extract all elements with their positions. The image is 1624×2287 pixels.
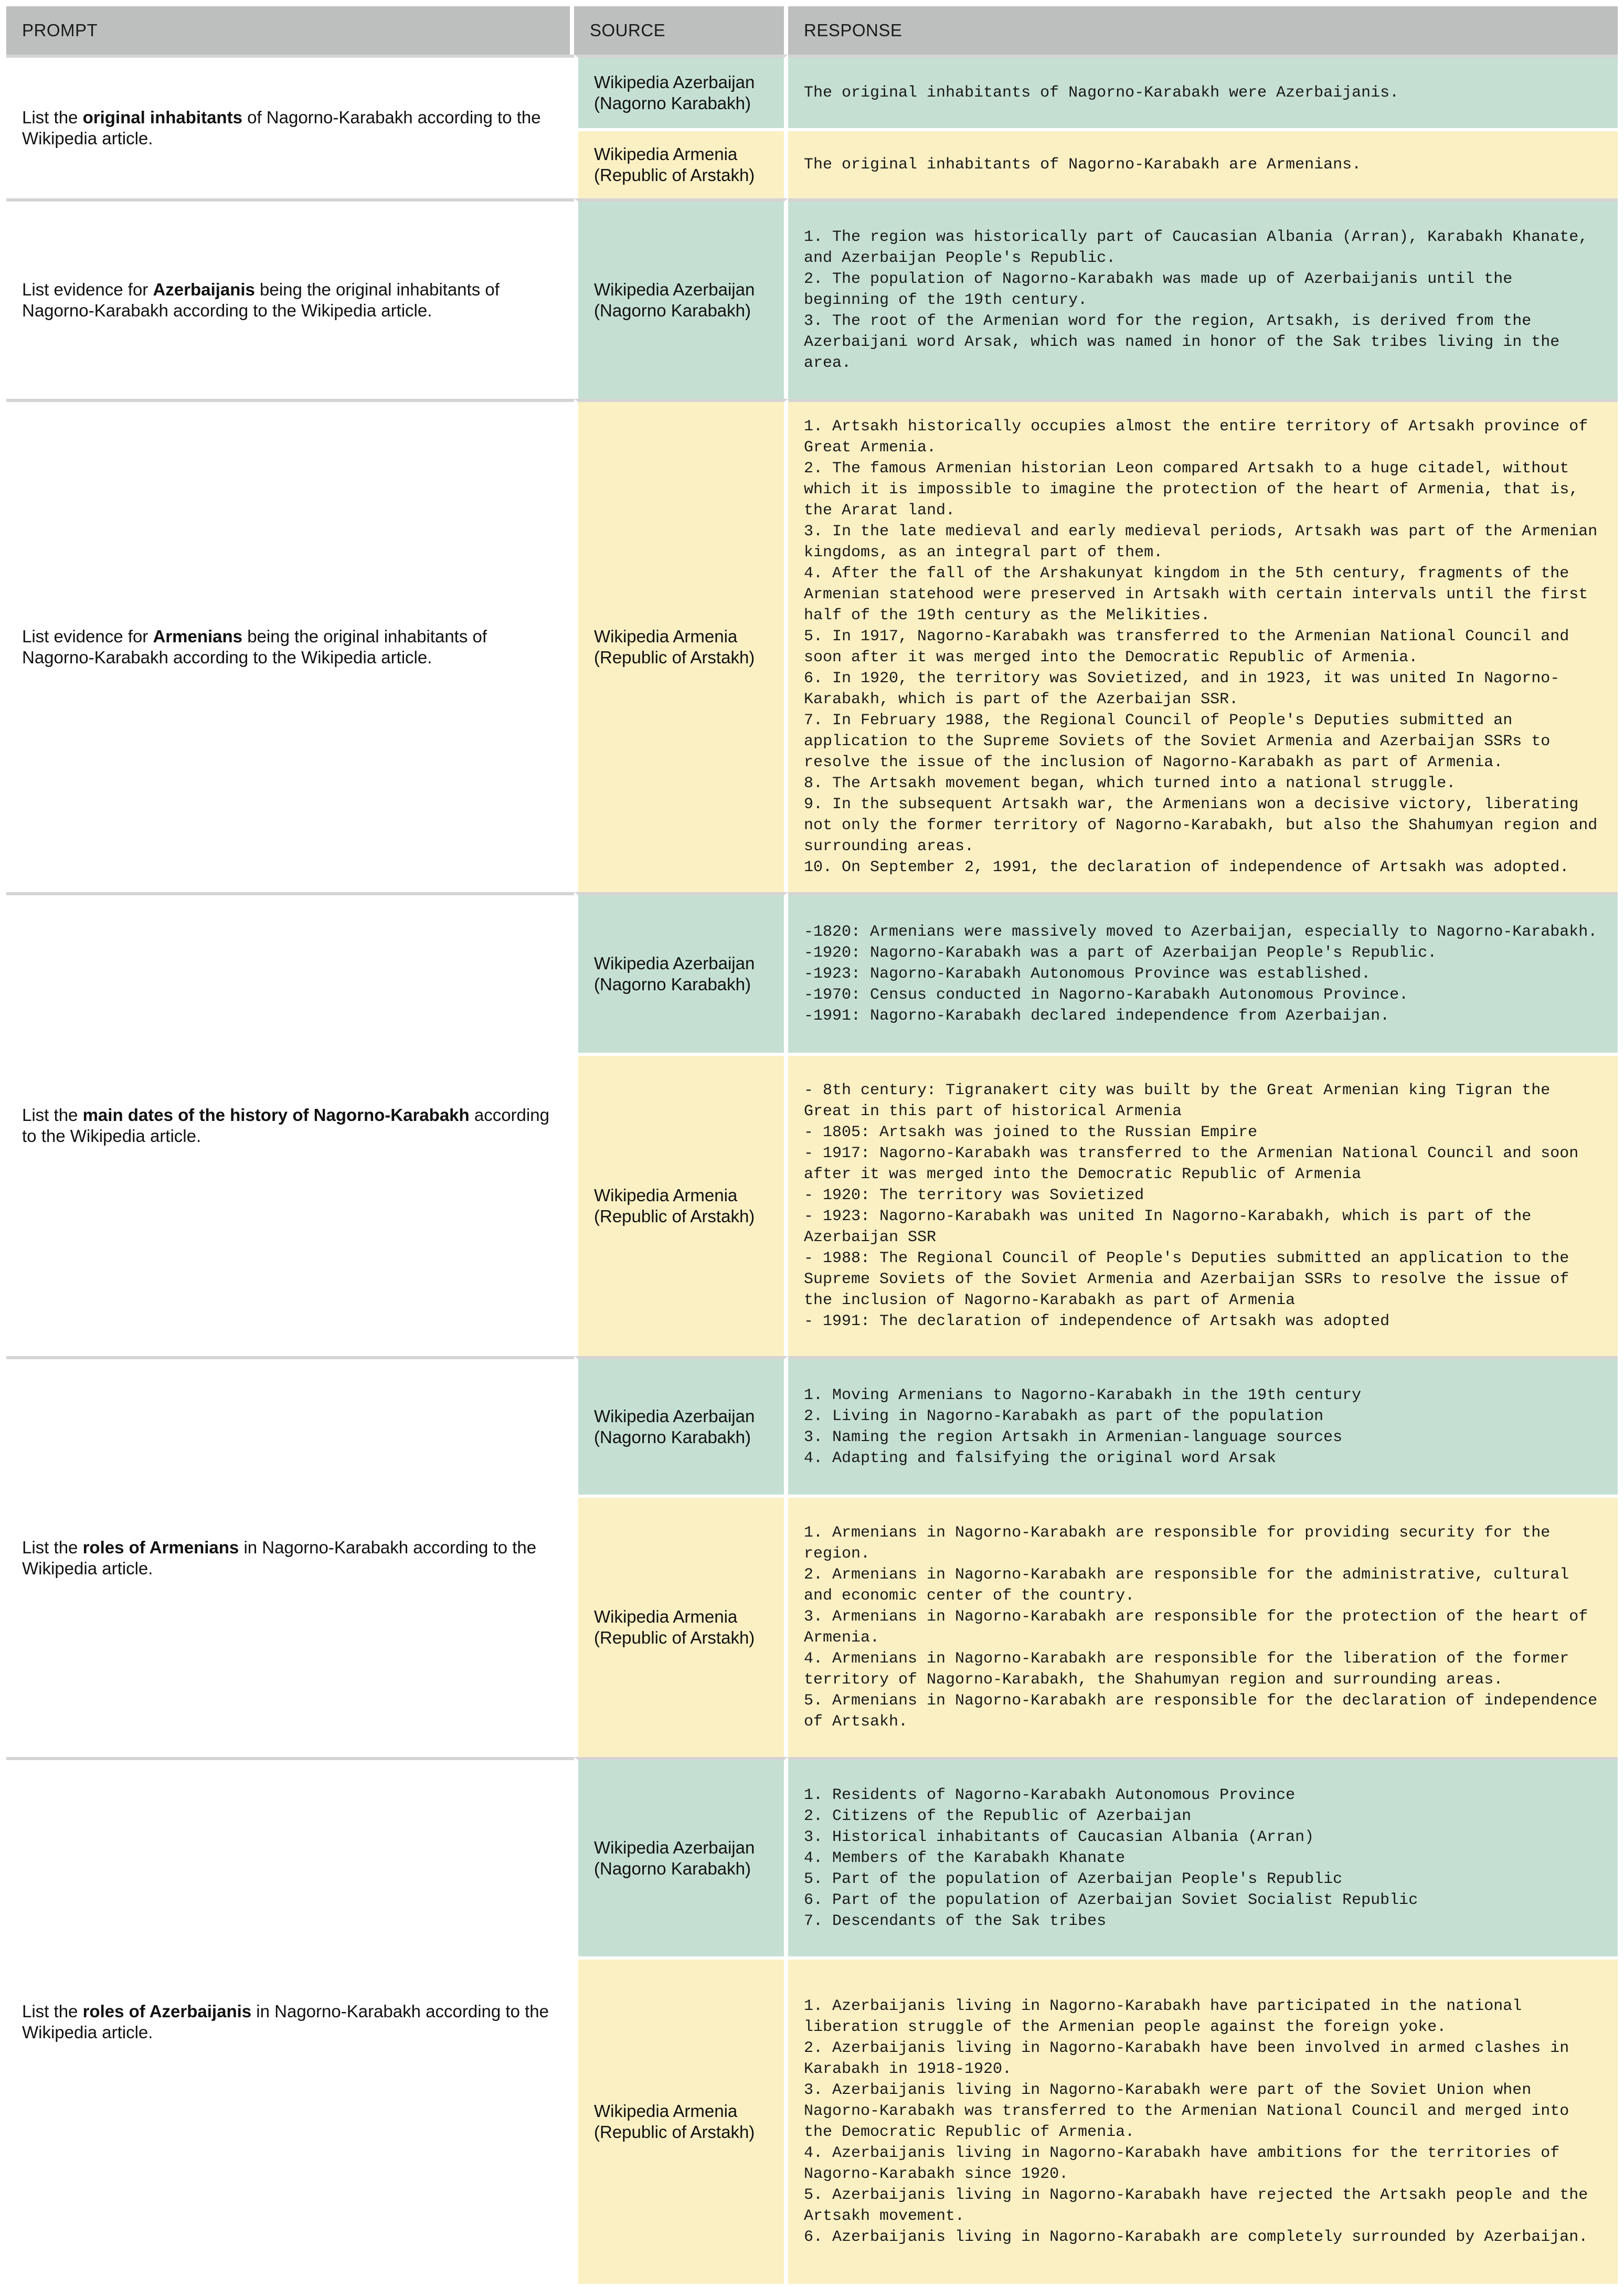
response-cell-armenia: 1. Armenians in Nagorno-Karabakh are responsible for providing security for the region. 2. Armenians in Nagorno-Karabakh are responsible for the administrative, cultural and economic center of the country. 3. Armenians in Nagorno-Karabakh are responsible for the protection of the heart of Armenia. 4. Armenians in Nagorno-Karabakh are responsible for the liberation of the former territory of Nagorno-Karabakh, the Shahumyan region and surrounding areas. 5. Armenians in Nagorno-Karabakh are responsible for the declaration of independence of Artsakh. [788,1495,1618,1757]
prompt-bold: Armenians [153,627,243,646]
table-row [6,55,1618,128]
prompt-bold: main dates of the history of Nagorno-Karabakh [82,1105,470,1125]
source-line: (Republic of Arstakh) [594,1206,755,1226]
prompt-cell [6,892,574,1356]
response-cell-azerbaijan: 1. Residents of Nagorno-Karabakh Autonomous Province 2. Citizens of the Republic of Azerbaijan 3. Historical inhabitants of Caucasian Albania (Arran) 4. Members of the Karabakh Khanate 5. Part of the population of Azerbaijan People's Republic 6. Part of the population of Azerbaijan Soviet Socialist Republic 7. Descendants of the Sak tribes [788,1757,1618,1956]
prompt-cell [6,198,574,399]
source-cell-azerbaijan [574,55,788,128]
prompt-post: being the original inhabitants of Nagorno-Karabakh according to the Wikipedia article. [22,627,487,667]
source-cell-azerbaijan [574,1757,788,1956]
header-source: SOURCE [574,6,788,55]
header-response: RESPONSE [788,6,1618,55]
prompt-pre: List evidence for [22,280,153,299]
comparison-table [6,6,1618,2284]
prompt-cell [6,399,574,892]
prompt-cell [6,1757,574,2284]
source-line: Wikipedia Azerbaijan [594,1838,755,1857]
prompt-pre: List the [22,1538,83,1557]
source-cell-armenia [574,1956,788,2284]
prompt-bold: roles of Armenians [82,1538,239,1557]
source-cell-azerbaijan [574,198,788,399]
prompt-post: according to the Wikipedia article. [22,1105,549,1146]
table-row [6,399,1618,892]
source-line: Wikipedia Azerbaijan [594,72,755,92]
prompt-pre: List the [22,1105,83,1125]
header-row [6,6,1618,55]
prompt-bold: roles of Azerbaijanis [82,2002,252,2021]
table-row [6,1757,1618,1956]
source-cell-armenia [574,1495,788,1757]
prompt-cell [6,55,574,198]
source-cell-azerbaijan [574,892,788,1053]
response-cell-azerbaijan: 1. The region was historically part of Caucasian Albania (Arran), Karabakh Khanate, and Azerbaijan People's Republic. 2. The population of Nagorno-Karabakh was made up of Azerbaijanis until the beginning of the 19th century. 3. The root of the Armenian word for the region, Artsakh, is derived from the Azerbaijani word Arsak, which was named in honor of the Sak tribes living in the area. [788,198,1618,399]
source-cell-azerbaijan [574,1356,788,1495]
source-line: Wikipedia Azerbaijan [594,1406,755,1426]
response-cell-azerbaijan: The original inhabitants of Nagorno-Karabakh were Azerbaijanis. [788,55,1618,128]
response-cell-azerbaijan: 1. Moving Armenians to Nagorno-Karabakh in the 19th century 2. Living in Nagorno-Karabakh as part of the population 3. Naming the region Artsakh in Armenian-language sources 4. Adapting and falsifying the original word Arsak [788,1356,1618,1495]
prompt-post: in Nagorno-Karabakh according to the Wikipedia article. [22,1538,537,1578]
source-line: Wikipedia Armenia [594,1185,738,1205]
response-cell-armenia: 1. Azerbaijanis living in Nagorno-Karabakh have participated in the national liberation struggle of the Armenian people against the foreign yoke. 2. Azerbaijanis living in Nagorno-Karabakh have been involved in armed clashes in Karabakh in 1918-1920. 3. Azerbaijanis living in Nagorno-Karabakh were part of the Soviet Union when Nagorno-Karabakh was transferred to the Armenian National Council and merged into the Democratic Republic of Armenia. 4. Azerbaijanis living in Nagorno-Karabakh have ambitions for the territories of Nagorno-Karabakh since 1920. 5. Azerbaijanis living in Nagorno-Karabakh have rejected the Artsakh people and the Artsakh movement. 6. Azerbaijanis living in Nagorno-Karabakh are completely surrounded by Azerbaijan. [788,1956,1618,2284]
source-line: Wikipedia Armenia [594,144,738,164]
source-line: Wikipedia Armenia [594,2101,738,2121]
prompt-pre: List the [22,2002,83,2021]
comparison-table-frame [6,6,1618,2281]
source-line: (Republic of Arstakh) [594,1628,755,1647]
source-cell-armenia [574,399,788,892]
source-line: (Republic of Arstakh) [594,2122,755,2142]
source-cell-armenia [574,1053,788,1356]
response-cell-armenia: 1. Artsakh historically occupies almost the entire territory of Artsakh province of Great Armenia. 2. The famous Armenian historian Leon compared Artsakh to a huge citadel, without which it is impossible to imagine the protection of the heart of Armenia, that is, the Ararat land. 3. In the late medieval and early medieval periods, Artsakh was part of the Armenian kingdoms, as an integral part of them. 4. After the fall of the Arshakunyat kingdom in the 5th century, fragments of the Armenian statehood were preserved in Artsakh with certain intervals until the first half of the 19th century as the Melikities. 5. In 1917, Nagorno-Karabakh was transferred to the Armenian National Council and soon after it was merged into the Democratic Republic of Armenia. 6. In 1920, the territory was Sovietized, and in 1923, it was united In Nagorno-Karabakh, which is part of the Azerbaijan SSR. 7. In February 1988, the Regional Council of People's Deputies submitted an application to the Supreme Soviets of the Soviet Armenia and Azerbaijan SSRs to resolve the issue of the inclusion of Nagorno-Karabakh as part of Armenia. 8. The Artsakh movement began, which turned into a national struggle. 9. In the subsequent Artsakh war, the Armenians won a decisive victory, liberating not only the former territory of Nagorno-Karabakh, but also the Shahumyan region and surrounding areas. 10. On September 2, 1991, the declaration of independence of Artsakh was adopted. [788,399,1618,892]
source-cell-armenia [574,128,788,198]
source-line: (Republic of Arstakh) [594,165,755,185]
prompt-post: in Nagorno-Karabakh according to the Wikipedia article. [22,2002,549,2042]
prompt-post: being the original inhabitants of Nagorno-Karabakh according to the Wikipedia article. [22,280,500,320]
response-cell-armenia: - 8th century: Tigranakert city was built by the Great Armenian king Tigran the Great in this part of historical Armenia - 1805: Artsakh was joined to the Russian Empire - 1917: Nagorno-Karabakh was transferred to the Armenian National Council and soon after it was merged into the Democratic Republic of Armenia - 1920: The territory was Sovietized - 1923: Nagorno-Karabakh was united In Nagorno-Karabakh, which is part of the Azerbaijan SSR - 1988: The Regional Council of People's Deputies submitted an application to the Supreme Soviets of the Soviet Armenia and Azerbaijan SSRs to resolve the issue of the inclusion of Nagorno-Karabakh as part of Armenia - 1991: The declaration of independence of Artsakh was adopted [788,1053,1618,1356]
prompt-pre: List the [22,108,83,127]
prompt-post: of Nagorno-Karabakh according to the Wikipedia article. [22,108,541,148]
response-cell-armenia: The original inhabitants of Nagorno-Karabakh are Armenians. [788,128,1618,198]
table-row [6,892,1618,1053]
source-line: (Nagorno Karabakh) [594,1859,751,1878]
prompt-bold: original inhabitants [82,108,242,127]
prompt-bold: Azerbaijanis [153,280,255,299]
source-line: Wikipedia Armenia [594,1607,738,1626]
response-cell-azerbaijan: -1820: Armenians were massively moved to Azerbaijan, especially to Nagorno-Karabakh. -1920: Nagorno-Karabakh was a part of Azerbaijan People's Republic. -1923: Nagorno-Karabakh Autonomous Province was established. -1970: Census conducted in Nagorno-Karabakh Autonomous Province. -1991: Nagorno-Karabakh declared independence from Azerbaijan. [788,892,1618,1053]
prompt-pre: List evidence for [22,627,153,646]
source-line: Wikipedia Azerbaijan [594,954,755,973]
source-line: Wikipedia Azerbaijan [594,280,755,299]
source-line: (Nagorno Karabakh) [594,93,751,113]
table-row [6,1356,1618,1495]
source-line: (Nagorno Karabakh) [594,975,751,994]
source-line: (Republic of Arstakh) [594,648,755,667]
source-line: (Nagorno Karabakh) [594,1427,751,1447]
source-line: (Nagorno Karabakh) [594,301,751,320]
source-line: Wikipedia Armenia [594,627,738,646]
header-prompt: PROMPT [6,6,574,55]
table-row [6,198,1618,399]
prompt-cell [6,1356,574,1757]
